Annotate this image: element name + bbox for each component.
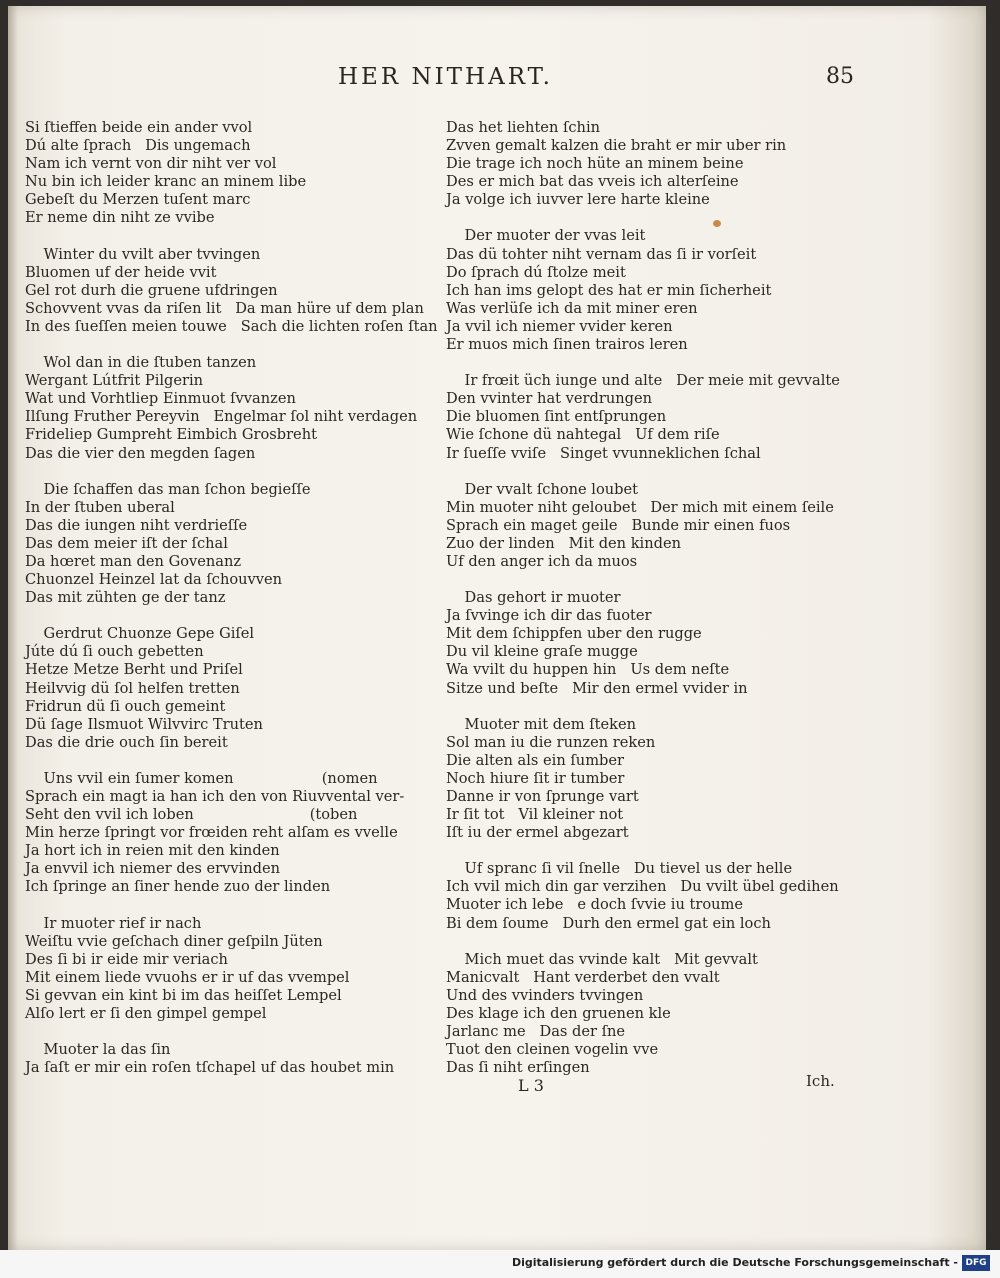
verse-line: Winter du vvilt aber tvvingen (25, 245, 261, 263)
verse-line: Mit dem ſchippfen uber den rugge (446, 625, 702, 643)
stanza-gap (25, 897, 443, 915)
verse-line: Si gevvan ein kint bi im das heiſſet Lempel (25, 986, 342, 1004)
verse-line: Das dem meier iſt der ſchal (25, 534, 228, 552)
verse-line: Fridrun dü ſi ouch gemeint (25, 697, 226, 715)
verse-line: Ich han ims gelopt des hat er min ſicherheit (446, 281, 772, 299)
verse-line: Sol man iu die runzen reken (446, 733, 656, 751)
verse-line: Die bluomen ſint entſprungen (446, 408, 667, 426)
verse-line: Weiſtu vvie geſchach diner geſpiln Jüten (25, 932, 323, 950)
verse-line: Min muoter niht geloubet Der mich mit einem ſeile (446, 498, 834, 516)
verse-line: Sitze und beſte Mir den ermel vvider in (446, 679, 748, 697)
verse-line: Ilſung Fruther Pereyvin Engelmar ſol niht verdagen (25, 408, 418, 426)
dfg-logo: DFG (962, 1255, 990, 1271)
stanza-gap (25, 336, 443, 354)
verse-line: Sprach ein magt ia han ich den von Riuvvental ver- (25, 788, 405, 805)
verse-line: Iſt iu der ermel abgezart (446, 824, 629, 842)
verse-line: Ir ſit tot Vil kleiner not (446, 806, 624, 824)
signature-mark: L 3 (518, 1076, 544, 1095)
verse-line: Gerdrut Chuonze Gepe Giſel (25, 625, 255, 643)
verse-line: Muoter la das ſin (25, 1041, 171, 1059)
verse-line: Ir frœit üch iunge und alte Der meie mit gevvalte (446, 372, 840, 390)
verse-line: Was verlüſe ich da mit miner eren (446, 299, 698, 317)
verse-line: Nam ich vernt von dir niht ver vol (25, 155, 277, 173)
verse-line: Wat und Vorhtliep Einmuot ſvvanzen (25, 390, 296, 408)
verse-line: Alſo lert er ſi den gimpel gempel (25, 1005, 267, 1023)
stanza-gap (446, 209, 866, 227)
verse-line: Gel rot durh die gruene ufdringen (25, 281, 278, 299)
verse-line: Mich muet das vvinde kalt Mit gevvalt (446, 950, 758, 968)
verse-line: Du vil kleine graſe mugge (446, 643, 638, 661)
verse-line: Die trage ich noch hüte an minem beine (446, 155, 744, 173)
left-text-column (25, 119, 443, 1077)
verse-line: Seht den vvil ich loben (toben (25, 806, 358, 824)
page-number: 85 (826, 64, 854, 89)
verse-line: Min herze ſpringt vor frœiden reht alſam es vvelle (25, 824, 398, 842)
verse-line: Bluomen uf der heide vvit (25, 263, 217, 281)
stanza-gap (25, 607, 443, 625)
verse-line: Die ſchaffen das man ſchon begieſſe (25, 480, 311, 498)
verse-line: Und des vvinders tvvingen (446, 986, 644, 1004)
verse-line: Das ſi niht erſingen (446, 1059, 590, 1077)
stanza-gap (446, 842, 866, 860)
verse-line: Wol dan in die ſtuben tanzen (25, 354, 257, 372)
verse-line: Mit einem liede vvuohs er ir uf das vvempel (25, 968, 350, 986)
verse-line: Wie ſchone dü nahtegal Uf dem riſe (446, 426, 720, 444)
verse-line: Do ſprach dú ſtolze meit (446, 263, 626, 281)
verse-line: Die alten als ein ſumber (446, 751, 624, 769)
verse-line: Heilvvig dü ſol helfen tretten (25, 679, 240, 697)
verse-line: Ja ſvvinge ich dir das fuoter (446, 607, 652, 625)
verse-line: Dü ſage Ilsmuot Wilvvirc Truten (25, 715, 263, 733)
verse-line: Dú alte ſprach Dis ungemach (25, 137, 251, 155)
verse-line: Chuonzel Heinzel lat da ſchouvven (25, 571, 283, 589)
stanza-gap (446, 354, 866, 372)
verse-line: Tuot den cleinen vogelin vve (446, 1041, 659, 1059)
verse-line: Der vvalt ſchone loubet (446, 480, 638, 498)
verse-line: Manicvalt Hant verderbet den vvalt (446, 968, 720, 986)
verse-line: Ja hort ich in reien mit den kinden (25, 842, 280, 860)
verse-line: Das die drie ouch ſin bereit (25, 733, 228, 751)
stanza-gap (446, 933, 866, 951)
verse-line: Ja envvil ich niemer des ervvinden (25, 860, 281, 878)
right-text-column (446, 119, 866, 1077)
verse-line: Nu bin ich leider kranc an minem libe (25, 173, 307, 191)
verse-line: Danne ir von ſprunge vart (446, 788, 639, 805)
verse-line: Das het liehten ſchin (446, 119, 601, 136)
verse-line: Jarlanc me Das der ſne (446, 1023, 626, 1041)
book-page (8, 6, 986, 1250)
verse-line: Des er mich bat das vveis ich alterſeine (446, 173, 739, 191)
verse-line: Sprach ein maget geile Bunde mir einen fuos (446, 516, 791, 534)
verse-line: Ja vvil ich niemer vvider keren (446, 317, 673, 335)
verse-line: Júte dú ſi ouch gebetten (25, 643, 204, 661)
verse-line: Ja ſaſt er mir ein roſen tſchapel uf das houbet min (25, 1059, 395, 1077)
verse-line: Ir muoter rief ir nach (25, 914, 202, 932)
verse-line: Bi dem ſoume Durh den ermel gat ein loch (446, 914, 771, 932)
verse-line: Muoter mit dem ſteken (446, 715, 637, 733)
stanza-gap (446, 698, 866, 716)
verse-line: Ich ſpringe an ſiner hende zuo der linden (25, 878, 331, 896)
stanza-gap (25, 228, 443, 246)
verse-line: Das die iungen niht verdrieſſe (25, 516, 248, 534)
stanza-gap (446, 571, 866, 589)
verse-line: Der muoter der vvas leit (446, 227, 646, 245)
verse-line: In der ſtuben uberal (25, 498, 175, 516)
verse-line: Gebeſt du Merzen tuſent marc (25, 191, 251, 209)
verse-line: Noch hiure ſit ir tumber (446, 769, 625, 787)
verse-line: Zuo der linden Mit den kinden (446, 534, 682, 552)
verse-line: Uf den anger ich da muos (446, 552, 638, 570)
verse-line: Er muos mich ſinen trairos leren (446, 336, 688, 354)
stanza-gap (25, 463, 443, 481)
digitization-footer (0, 1250, 1000, 1278)
page-gutter-shadow (8, 6, 18, 1250)
verse-line: Ir ſueſſe vviſe Singet vvunneklichen ſchal (446, 444, 761, 462)
verse-line: Das mit zühten ge der tanz (25, 589, 226, 607)
verse-line: Hetze Metze Berht und Priſel (25, 661, 243, 679)
verse-line: Wa vvilt du huppen hin Us dem neſte (446, 661, 730, 679)
stanza-gap (446, 463, 866, 481)
verse-line: Schovvent vvas da riſen lit Da man hüre uf dem plan (25, 299, 424, 317)
verse-line: Si ſtieffen beide ein ander vvol (25, 119, 253, 136)
verse-line: Frideliep Gumpreht Eimbich Grosbreht (25, 426, 317, 444)
running-title: HER NITHART. (338, 64, 553, 90)
verse-line: Muoter ich lebe e doch ſvvie iu troume (446, 896, 743, 914)
stanza-gap (25, 1023, 443, 1041)
verse-line: Das dü tohter niht vernam das ſi ir vorſeit (446, 245, 757, 263)
verse-line: Uns vvil ein ſumer komen (nomen (25, 769, 378, 787)
verse-line: Ja volge ich iuvver lere harte kleine (446, 191, 710, 209)
verse-line: Wergant Lútfrit Pilgerin (25, 372, 204, 390)
stanza-gap (25, 752, 443, 770)
verse-line: Uf spranc ſi vil ſnelle Du tievel us der helle (446, 860, 793, 878)
verse-line: Das gehort ir muoter (446, 589, 621, 607)
verse-line: Ich vvil mich din gar verzihen Du vvilt übel gedihen (446, 878, 839, 896)
verse-line: Das die vier den megden ſagen (25, 444, 256, 462)
verse-line: Des ſi bi ir eide mir veriach (25, 950, 228, 968)
catchword: Ich. (806, 1072, 835, 1090)
verse-line: Er neme din niht ze vvibe (25, 209, 215, 227)
footer-credit-text: Digitalisierung gefördert durch die Deutsche Forschungsgemeinschaft - (511, 1256, 958, 1269)
verse-line: Den vvinter hat verdrungen (446, 390, 653, 408)
verse-line: In des ſueſſen meien touwe Sach die lichten roſen ſtan (25, 317, 438, 335)
ink-stain (713, 220, 721, 227)
verse-line: Zvven gemalt kalzen die braht er mir uber rin (446, 137, 787, 155)
verse-line: Des klage ich den gruenen kle (446, 1004, 671, 1022)
verse-line: Da hœret man den Govenanz (25, 552, 242, 570)
